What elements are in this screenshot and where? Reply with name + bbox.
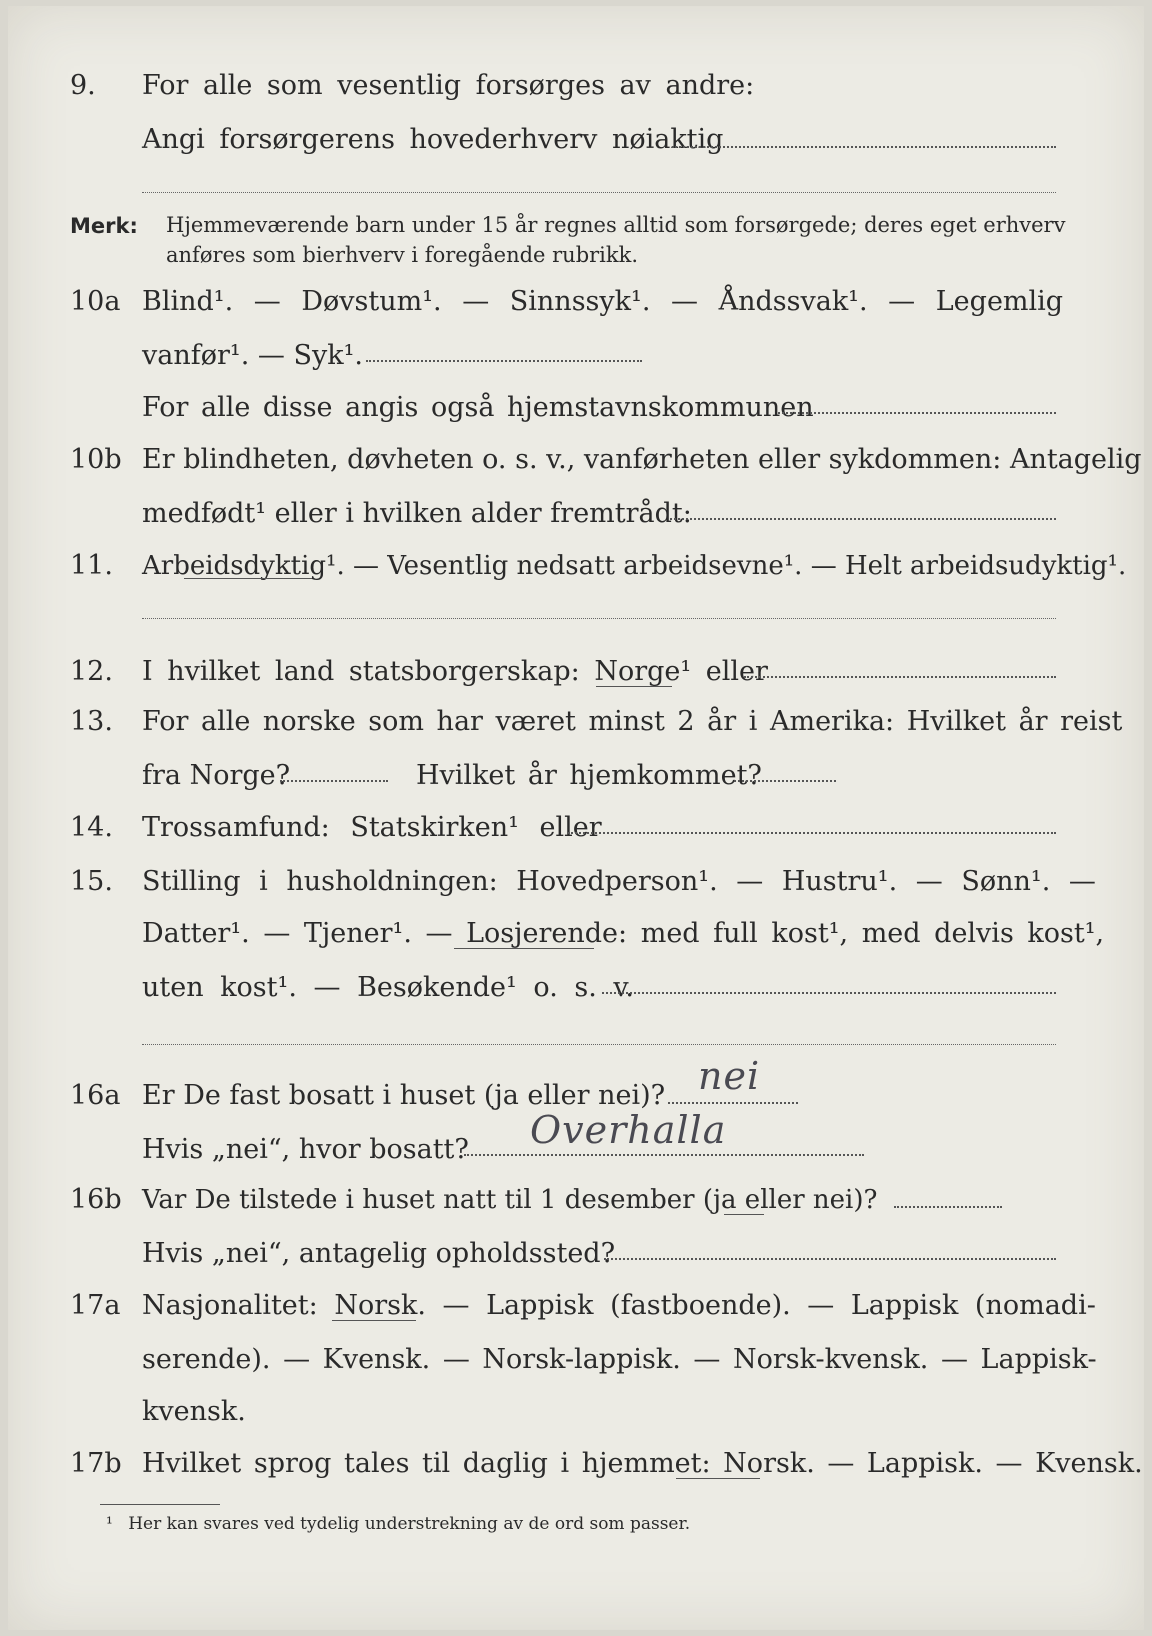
q13-number: 13. bbox=[70, 706, 113, 737]
q10b-line2: medfødt¹ eller i hvilken alder fremtrådt: bbox=[142, 498, 692, 529]
merk-line2: anføres som bierhverv i foregående rubrikk. bbox=[166, 243, 639, 267]
q15-answer-line[interactable] bbox=[602, 992, 1056, 994]
q17b-underline bbox=[676, 1478, 760, 1479]
q16b-line2: Hvis „nei“, antagelig opholdssted? bbox=[142, 1238, 616, 1269]
q15-underline bbox=[454, 948, 594, 949]
merk-label: Merk: bbox=[70, 214, 138, 238]
q11-answer-line[interactable] bbox=[142, 618, 1056, 619]
q16b-number: 16b bbox=[70, 1184, 122, 1215]
q10a-line2: vanfør¹. — Syk¹. bbox=[142, 340, 363, 371]
q15-line3: uten kost¹. — Besøkende¹ o. s. v. bbox=[142, 972, 635, 1003]
q14-answer-line[interactable] bbox=[568, 832, 1056, 834]
q11-line1: Arbeidsdyktig¹. — Vesentlig nedsatt arbeidsevne¹. — Helt arbeidsudyktig¹. bbox=[142, 551, 1127, 581]
q12-number: 12. bbox=[70, 656, 113, 687]
q9-line1: For alle som vesentlig forsørges av andre: bbox=[142, 70, 755, 101]
q10b-number: 10b bbox=[70, 444, 122, 475]
q10b-answer-line[interactable] bbox=[670, 518, 1056, 520]
footnote bbox=[106, 1514, 690, 1534]
q17a-line1: Nasjonalitet: Norsk. — Lappisk (fastboende). — Lappisk (nomadi- bbox=[142, 1290, 1096, 1321]
q17a-line3: kvensk. bbox=[142, 1396, 246, 1427]
q16a-number: 16a bbox=[70, 1080, 121, 1111]
q16b-opholdssted-line[interactable] bbox=[604, 1258, 1056, 1260]
q16a-answer-line[interactable] bbox=[668, 1102, 798, 1104]
q13-hjemkommet-line[interactable] bbox=[734, 780, 836, 782]
q12-line1: I hvilket land statsborgerskap: Norge¹ eller bbox=[142, 656, 768, 687]
q13-line2a: fra Norge? bbox=[142, 760, 291, 791]
q13-reist-line[interactable] bbox=[280, 780, 388, 782]
q15-line2: Datter¹. — Tjener¹. — Losjerende: med full kost¹, med delvis kost¹, bbox=[142, 918, 1105, 949]
q16a-line1: Er De fast bosatt i huset (ja eller nei)? bbox=[142, 1080, 666, 1111]
q17b-number: 17b bbox=[70, 1448, 122, 1479]
merk-line1: Hjemmeværende barn under 15 år regnes alltid som forsørgede; deres eget erhverv bbox=[166, 213, 1066, 237]
q17a-line2: serende). — Kvensk. — Norsk-lappisk. — Norsk-kvensk. — Lappisk- bbox=[142, 1344, 1097, 1375]
census-form-page bbox=[8, 6, 1144, 1630]
footnote-text: Her kan svares ved tydelig understrekning av de ord som passer. bbox=[128, 1514, 691, 1534]
q12-underline bbox=[596, 686, 672, 687]
footnote-mark: ¹ bbox=[106, 1514, 113, 1534]
q9-answer-line[interactable] bbox=[672, 146, 1056, 148]
q11-underline bbox=[184, 578, 312, 579]
q9-number: 9. bbox=[70, 70, 96, 101]
q10a-kommune-line[interactable] bbox=[778, 412, 1056, 414]
q10b-line1: Er blindheten, døvheten o. s. v., vanførheten eller sykdommen: Antagelig bbox=[142, 444, 1142, 475]
q15-number: 15. bbox=[70, 866, 113, 897]
q9-line2: Angi forsørgerens hovederhverv nøiaktig bbox=[142, 124, 724, 155]
q17b-line1: Hvilket sprog tales til daglig i hjemmet: Norsk. — Lappisk. — Kvensk. bbox=[142, 1448, 1143, 1479]
q14-line1: Trossamfund: Statskirken¹ eller bbox=[142, 812, 602, 843]
q13-line2b: Hvilket år hjemkommet? bbox=[416, 760, 762, 791]
q10a-line1: Blind¹. — Døvstum¹. — Sinnssyk¹. — Åndssvak¹. — Legemlig bbox=[142, 286, 1064, 317]
q11-number: 11. bbox=[70, 550, 113, 581]
q17a-number: 17a bbox=[70, 1290, 121, 1321]
q10a-answer-line[interactable] bbox=[366, 360, 642, 362]
q10a-line3: For alle disse angis også hjemstavnskommunen bbox=[142, 392, 814, 423]
q16a-handwritten-place: Overhalla bbox=[530, 1108, 727, 1152]
q12-answer-line[interactable] bbox=[744, 676, 1056, 678]
q14-number: 14. bbox=[70, 812, 113, 843]
q9-answer-line2[interactable] bbox=[142, 192, 1056, 193]
q16a-handwritten-answer: nei bbox=[698, 1054, 761, 1098]
q17a-underline bbox=[332, 1320, 416, 1321]
q15-answer-line2[interactable] bbox=[142, 1044, 1056, 1045]
q10a-number: 10a bbox=[70, 286, 121, 317]
q16b-line1: Var De tilstede i huset natt til 1 desember (ja eller nei)? bbox=[142, 1185, 878, 1215]
q16b-answer-line[interactable] bbox=[894, 1206, 1002, 1208]
q16a-bosatt-line[interactable] bbox=[464, 1154, 864, 1156]
q13-line1: For alle norske som har været minst 2 år i Amerika: Hvilket år reist bbox=[142, 706, 1123, 737]
q16b-underline bbox=[724, 1214, 764, 1215]
q16a-line2: Hvis „nei“, hvor bosatt? bbox=[142, 1134, 469, 1165]
footnote-rule bbox=[100, 1504, 220, 1505]
q15-line1: Stilling i husholdningen: Hovedperson¹. — Hustru¹. — Sønn¹. — bbox=[142, 866, 1096, 897]
